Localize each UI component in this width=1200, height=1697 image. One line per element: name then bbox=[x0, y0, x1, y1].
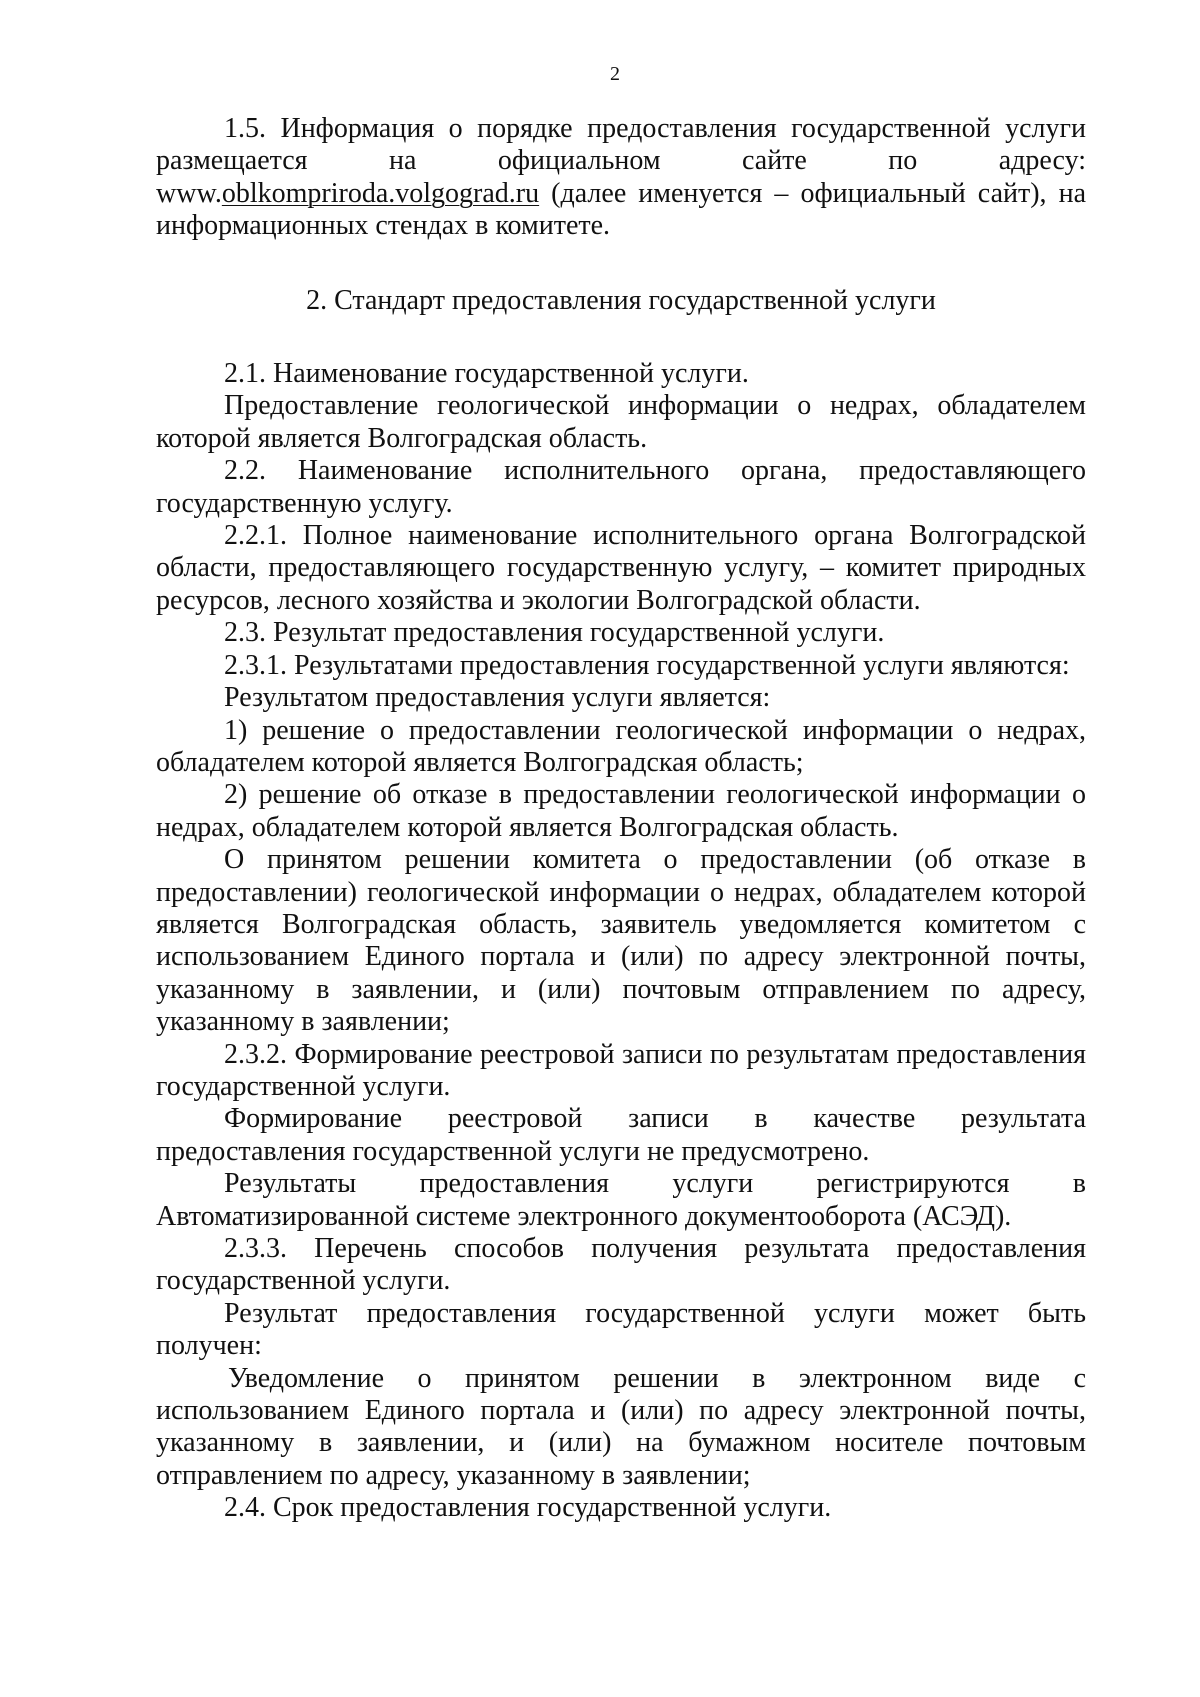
paragraph-1-5-text: 1.5. Информация о порядке предоставления государственной услуги размещается на официальном сайте по адресу: www. bbox=[156, 113, 1086, 209]
paragraph-registry-record: Формирование реестровой записи в качестве результата предоставления государственной услуги не предусмотрено. bbox=[156, 1103, 1086, 1167]
list-item-1: 1) решение о предоставлении геологической информации о недрах, обладателем которой является Волгоградская область; bbox=[156, 714, 1086, 778]
paragraph-2-4: 2.4. Срок предоставления государственной услуги. bbox=[224, 1492, 832, 1524]
paragraph-notification: О принятом решении комитета о предоставлении (об отказе в предоставлении) геологической информации о недрах, обладателем которой является Волгоградская область, заявитель уведомляется комитетом с использованием Единого портала и (или) по адресу электронной почты, указанному в заявлении, и (или) почтовым отправлением по адресу, указанному в заявлении; bbox=[156, 844, 1086, 1038]
paragraph-2-1: 2.1. Наименование государственной услуги. bbox=[224, 358, 749, 390]
paragraph-1-5-text-end: (далее именуется – официальный сайт), на информационных стендах в комитете. bbox=[156, 177, 1086, 242]
paragraph-registration: Результаты предоставления услуги регистрируются в Автоматизированной системе электронного документооборота (АСЭД). bbox=[156, 1168, 1086, 1232]
list-item-2: 2) решение об отказе в предоставлении геологической информации о недрах, обладателем которой является Волгоградская область. bbox=[156, 779, 1086, 843]
paragraph-service-name: Предоставление геологической информации о недрах, обладателем которой является Волгоградская область. bbox=[156, 390, 1086, 454]
paragraph-2-2-1: 2.2.1. Полное наименование исполнительного органа Волгоградской области, предоставляющего государственную услугу, – комитет природных ресурсов, лесного хозяйства и экологии Волгоградской области. bbox=[156, 520, 1086, 616]
section-heading: 2. Стандарт предоставления государственной услуги bbox=[306, 284, 936, 316]
paragraph-result-intro: Результатом предоставления услуги является: bbox=[224, 682, 771, 714]
paragraph-1-5 bbox=[156, 113, 1086, 243]
paragraph-2-3-1: 2.3.1. Результатами предоставления государственной услуги являются: bbox=[224, 649, 1070, 681]
official-site-link[interactable]: oblkompriroda.volgograd.ru bbox=[221, 177, 540, 209]
paragraph-notification-methods: Уведомление о принятом решении в электронном виде с использованием Единого портала и (или) по адресу электронной почты, указанному в заявлении, и (или) на бумажном носителе почтовым отправлением по адресу, указанному в заявлении; bbox=[156, 1362, 1086, 1491]
page-number: 2 bbox=[610, 63, 620, 85]
paragraph-2-3: 2.3. Результат предоставления государственной услуги. bbox=[224, 617, 885, 649]
document-body bbox=[156, 113, 1086, 1525]
paragraph-2-3-2: 2.3.2. Формирование реестровой записи по результатам предоставления государственной услуги. bbox=[156, 1038, 1086, 1102]
paragraph-result-obtain: Результат предоставления государственной услуги может быть получен: bbox=[156, 1297, 1086, 1362]
paragraph-2-3-3: 2.3.3. Перечень способов получения результата предоставления государственной услуги. bbox=[156, 1233, 1086, 1297]
paragraph-2-2: 2.2. Наименование исполнительного органа, предоставляющего государственную услугу. bbox=[156, 455, 1086, 519]
